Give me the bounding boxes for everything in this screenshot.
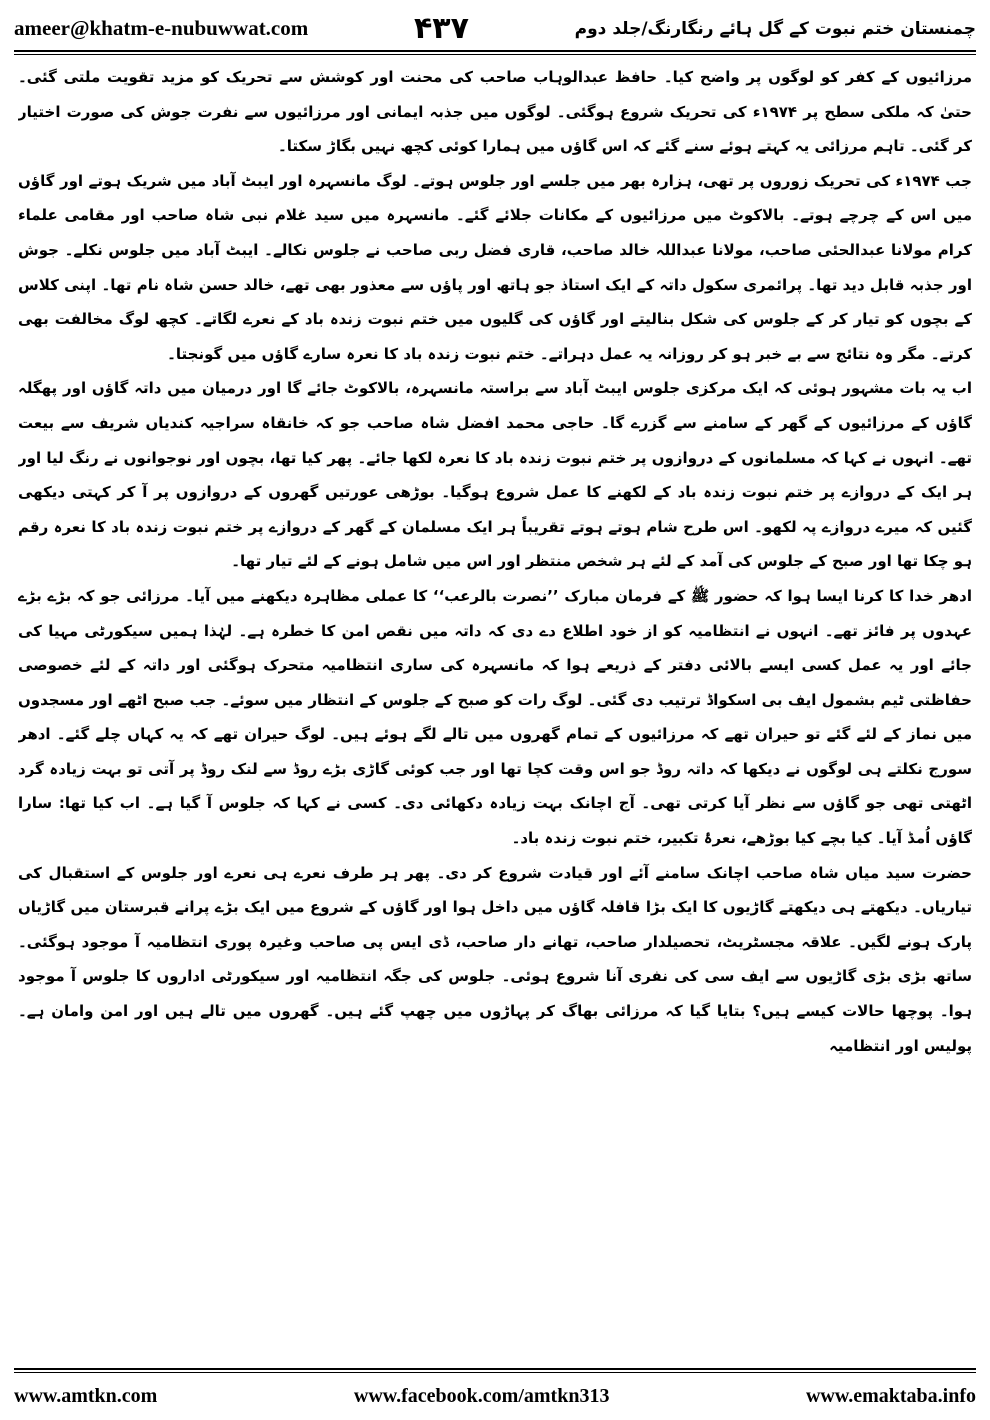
- paragraph-4: ادھر خدا کا کرنا ایسا ہوا کہ حضور ﷺ کے فرمان مبارک ’’نصرت بالرعب‘‘ کا عملی مظاہرہ دیکھنے میں آیا۔ مرزائی جو کہ بڑے بڑے عہدوں پر فائز تھے۔ انہوں نے انتظامیہ کو از خود اطلاع دے دی کہ داتہ میں نقص امن کا خطرہ ہے۔ لہٰذا ہمیں سیکورٹی مہیا کی جائے اور یہ عمل کسی ایسے بالائی دفتر کے ذریعے ہوا کہ مانسہرہ کی ساری انتظامیہ متحرک ہوگئی اور داتہ کے لئے خصوصی حفاظتی ٹیم بشمول ایف بی اسکواڈ ترتیب دی گئی۔ لوگ رات کو صبح کے جلوس کے انتظار میں سوئے۔ جب صبح اٹھے اور مسجدوں میں نماز کے لئے گئے تو حیران تھے کہ مرزائیوں کے تمام گھروں میں تالے لگے ہوئے ہیں۔ لوگ حیران تھے کہ یہ کہاں چلے گئے۔ ادھر سورج نکلتے ہی لوگوں نے دیکھا کہ داتہ روڈ جو اس وقت کچا تھا اور جب کوئی گاڑی بڑے روڈ سے لنک روڈ پر آتی تو بہت زیادہ گرد اٹھتی تھی جو گاؤں سے نظر آیا کرتی تھی۔ آج اچانک بہت زیادہ دکھائی دی۔ کسی نے کہا کہ جلوس آ گیا ہے۔ اب کیا تھا: سارا گاؤں اُمڈ آیا۔ کیا بچے کیا بوڑھے، نعرۂ تکبیر، ختم نبوت زندہ باد۔: [18, 586, 972, 848]
- paragraph-1: مرزائیوں کے کفر کو لوگوں پر واضح کیا۔ حافظ عبدالوہاب صاحب کی محنت اور کوشش سے تحریک کو مزید تقویت ملتی گئی۔ حتیٰ کہ ملکی سطح پر ۱۹۷۴ء کی تحریک شروع ہوگئی۔ لوگوں میں جذبہ ایمانی اور مرزائیوں سے نفرت جوش کی صورت اختیار کر گئی۔ تاہم مرزائی یہ کہتے ہوئے سنے گئے کہ اس گاؤں میں ہمارا کوئی کچھ نہیں بگاڑ سکتا۔: [18, 68, 972, 156]
- footer-divider-thin: [14, 1372, 976, 1373]
- paragraph-5: حضرت سید میاں شاہ صاحب اچانک سامنے آئے اور قیادت شروع کر دی۔ پھر ہر طرف نعرے ہی نعرے اور جلوس کے استقبال کی تیاریاں۔ دیکھتے ہی دیکھتے گاڑیوں کا ایک بڑا قافلہ گاؤں میں داخل ہوا اور گاؤں کے شروع میں ایک بڑے پرانے قبرستان میں گاڑیاں پارک ہونے لگیں۔ علاقہ مجسٹریٹ، تحصیلدار صاحب، تھانے دار صاحب، ڈی ایس پی صاحب وغیرہ پوری انتظامیہ آ موجود ہوگئی۔ ساتھ بڑی بڑی گاڑیوں سے ایف سی کی نفری آنا شروع ہوئی۔ جلوس کی جگہ انتظامیہ اور سیکورٹی اداروں کا جلوس آ موجود ہوا۔ پوچھا حالات کیسے ہیں؟ بتایا گیا کہ مرزائی بھاگ کر پہاڑوں میں چھپ گئے ہیں۔ گھروں میں تالے ہیں اور امن وامان ہے۔ پولیس اور انتظامیہ: [18, 863, 972, 1055]
- header-divider-thin: [14, 54, 976, 55]
- page-number: ۴۳۷: [413, 10, 469, 46]
- header-email: ameer@khatm-e-nubuwwat.com: [14, 15, 309, 40]
- page-footer: [14, 1380, 976, 1412]
- footer-divider: [14, 1368, 976, 1370]
- footer-link-emaktaba[interactable]: www.emaktaba.info: [805, 1384, 976, 1407]
- header-divider: [14, 50, 976, 52]
- footer-link-amtkn[interactable]: www.amtkn.com: [14, 1384, 158, 1407]
- page-body: [18, 60, 972, 1360]
- paragraph-2: جب ۱۹۷۴ء کی تحریک زوروں پر تھی، ہزارہ بھر میں جلسے اور جلوس ہوتے۔ لوگ مانسہرہ اور ایبٹ آباد میں شریک ہوتے اور گاؤں میں اس کے چرچے ہوتے۔ بالاکوٹ میں مرزائیوں کے مکانات جلائے گئے۔ مانسہرہ میں سید غلام نبی شاہ صاحب اور مقامی علماء کرام مولانا عبدالحئی صاحب، مولانا عبداللہ خالد صاحب، قاری فضل ربی صاحب نے جلوس نکالے۔ ایبٹ آباد میں جلوس نکلے۔ جوش اور جذبہ قابل دید تھا۔ پرائمری سکول داتہ کے ایک استاذ جو ہاتھ اور پاؤں سے معذور بھی تھے، خالد حسن شاہ نام تھا۔ اپنی کلاس کے بچوں کو تیار کر کے جلوس کی شکل بنالیتے اور گاؤں کی گلیوں میں ختم نبوت زندہ باد کے نعرے لگاتے۔ کچھ لوگ مخالفت بھی کرتے۔ مگر وہ نتائج سے بے خبر ہو کر روزانہ یہ عمل دہراتے۔ ختم نبوت زندہ باد کا نعرہ سارے گاؤں میں گونجتا۔: [18, 171, 972, 363]
- book-title: چمنستان ختم نبوت کے گل ہائے رنگارنگ/جلد دوم: [574, 18, 976, 39]
- paragraph-3: اب یہ بات مشہور ہوئی کہ ایک مرکزی جلوس ایبٹ آباد سے براستہ مانسہرہ، بالاکوٹ جائے گا اور درمیان میں داتہ گاؤں اور پھگلہ گاؤں کے مرزائیوں کے گھر کے سامنے سے گزرے گا۔ حاجی محمد افضل شاہ صاحب جو کہ خانقاہ سراجیہ کندیاں شریف سے بیعت تھے۔ انہوں نے کہا کہ مسلمانوں کے دروازوں پر ختم نبوت زندہ باد کا نعرہ لکھا جائے۔ پھر کیا تھا، بچوں اور نوجوانوں نے رنگ لیا اور ہر ایک کے دروازے پر ختم نبوت زندہ باد کے لکھنے کا عمل شروع ہوگیا۔ بوڑھی عورتیں گھروں کے دروازوں پر آ کر کہتی دیکھی گئیں کہ میرے دروازے پہ لکھو۔ اس طرح شام ہوتے ہوتے تقریباً ہر ایک مسلمان کے گھر کے دروازے پر ختم نبوت زندہ باد کا نعرہ رقم ہو چکا تھا اور صبح کے جلوس کی آمد کے لئے ہر شخص منتظر اور اس میں شامل ہونے کے لئے تیار تھا۔: [18, 379, 972, 571]
- footer-link-facebook[interactable]: www.facebook.com/amtkn313: [353, 1384, 610, 1407]
- page-header: [14, 8, 976, 48]
